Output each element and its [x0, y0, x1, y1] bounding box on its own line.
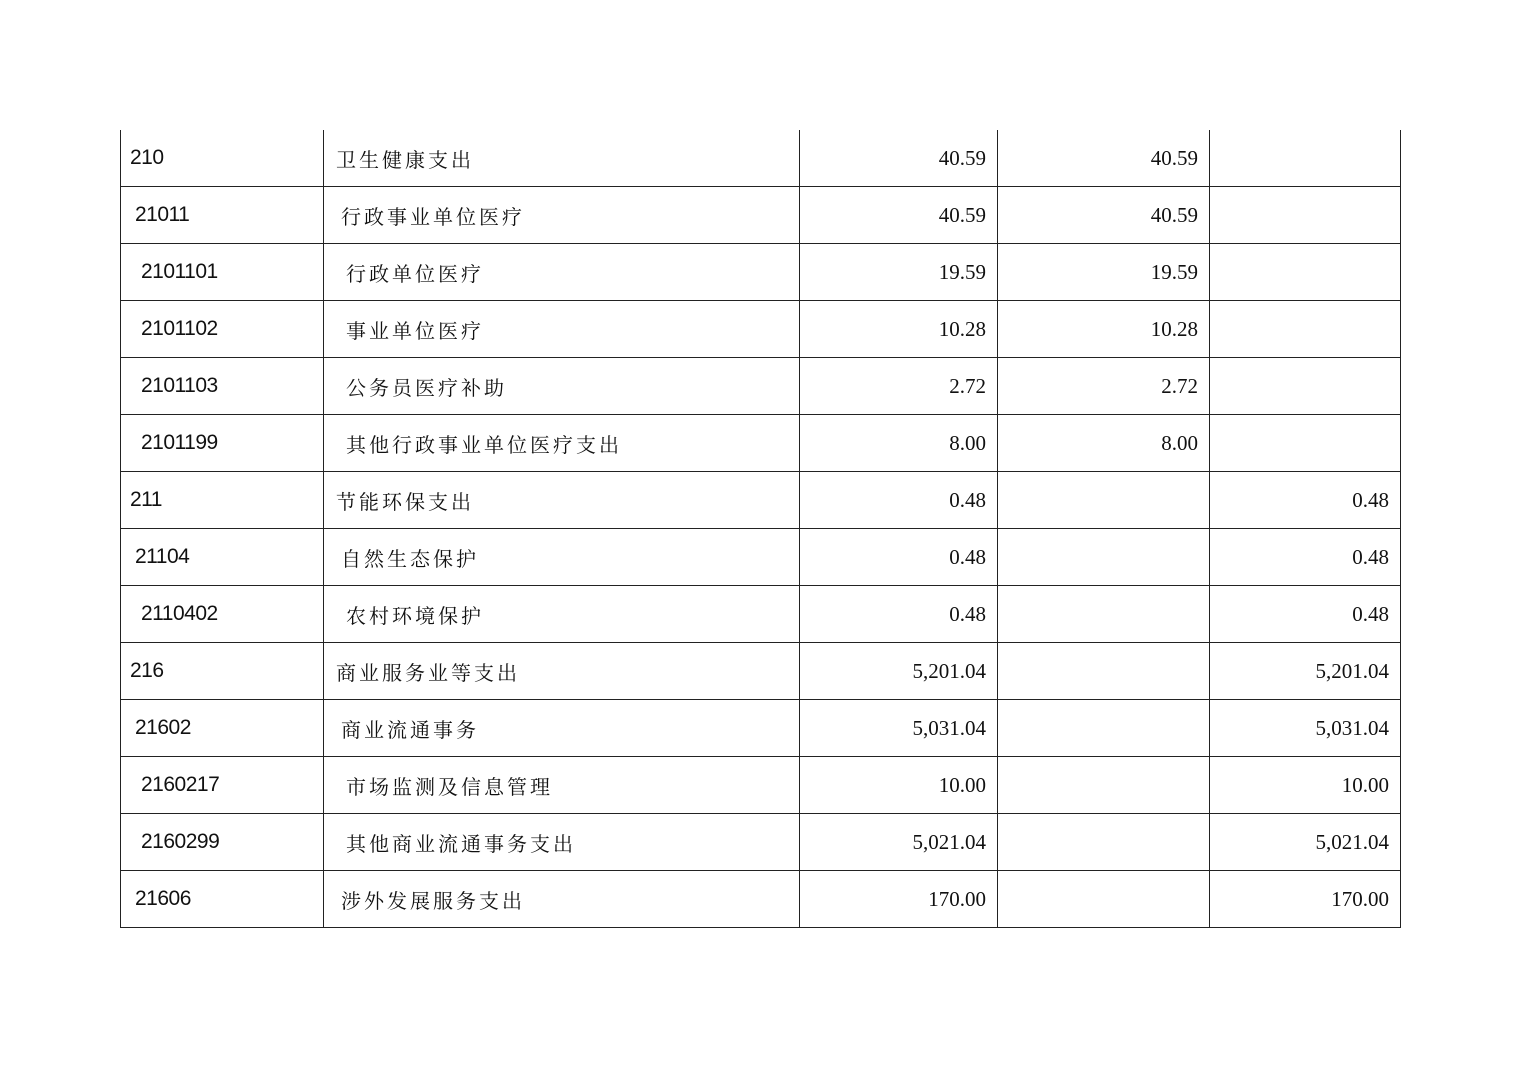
table-row [121, 358, 1401, 415]
subject-code-cell: 21602 [121, 700, 324, 757]
subject-name-cell: 行政事业单位医疗 [324, 187, 800, 244]
subject-name-cell: 商业流通事务 [324, 700, 800, 757]
subject-name-cell: 节能环保支出 [324, 472, 800, 529]
subject-code-cell: 2101102 [121, 301, 324, 358]
basic-expenditure-cell [998, 643, 1210, 700]
project-expenditure-cell [1210, 130, 1401, 187]
basic-expenditure-cell: 40.59 [998, 187, 1210, 244]
basic-expenditure-cell: 2.72 [998, 358, 1210, 415]
project-expenditure-cell [1210, 187, 1401, 244]
table-row [121, 643, 1401, 700]
subject-name-cell: 行政单位医疗 [324, 244, 800, 301]
subject-code-cell: 21606 [121, 871, 324, 928]
project-expenditure-cell: 0.48 [1210, 529, 1401, 586]
subject-name-cell: 公务员医疗补助 [324, 358, 800, 415]
basic-expenditure-cell [998, 529, 1210, 586]
table-row [121, 244, 1401, 301]
subject-name-cell: 商业服务业等支出 [324, 643, 800, 700]
subject-code-cell: 2160217 [121, 757, 324, 814]
table-row [121, 757, 1401, 814]
project-expenditure-cell: 5,031.04 [1210, 700, 1401, 757]
project-expenditure-cell: 0.48 [1210, 472, 1401, 529]
table-row [121, 700, 1401, 757]
basic-expenditure-cell [998, 814, 1210, 871]
subject-code-cell: 21011 [121, 187, 324, 244]
total-cell: 5,201.04 [800, 643, 998, 700]
table-row [121, 871, 1401, 928]
total-cell: 40.59 [800, 187, 998, 244]
basic-expenditure-cell [998, 472, 1210, 529]
project-expenditure-cell [1210, 301, 1401, 358]
project-expenditure-cell: 5,021.04 [1210, 814, 1401, 871]
total-cell: 10.00 [800, 757, 998, 814]
basic-expenditure-cell [998, 871, 1210, 928]
subject-name-cell: 农村环境保护 [324, 586, 800, 643]
table-row [121, 187, 1401, 244]
project-expenditure-cell [1210, 358, 1401, 415]
subject-code-cell: 2110402 [121, 586, 324, 643]
total-cell: 10.28 [800, 301, 998, 358]
subject-name-cell: 其他行政事业单位医疗支出 [324, 415, 800, 472]
table-row [121, 130, 1401, 187]
project-expenditure-cell [1210, 415, 1401, 472]
subject-code-cell: 216 [121, 643, 324, 700]
expenditure-table [120, 130, 1401, 928]
total-cell: 8.00 [800, 415, 998, 472]
subject-code-cell: 211 [121, 472, 324, 529]
basic-expenditure-cell [998, 586, 1210, 643]
subject-name-cell: 卫生健康支出 [324, 130, 800, 187]
project-expenditure-cell: 5,201.04 [1210, 643, 1401, 700]
project-expenditure-cell: 0.48 [1210, 586, 1401, 643]
basic-expenditure-cell: 10.28 [998, 301, 1210, 358]
table-body [121, 130, 1401, 928]
total-cell: 5,021.04 [800, 814, 998, 871]
table-row [121, 586, 1401, 643]
total-cell: 0.48 [800, 472, 998, 529]
subject-name-cell: 事业单位医疗 [324, 301, 800, 358]
subject-code-cell: 21104 [121, 529, 324, 586]
subject-name-cell: 市场监测及信息管理 [324, 757, 800, 814]
table-row [121, 814, 1401, 871]
subject-code-cell: 2160299 [121, 814, 324, 871]
total-cell: 5,031.04 [800, 700, 998, 757]
total-cell: 2.72 [800, 358, 998, 415]
project-expenditure-cell: 10.00 [1210, 757, 1401, 814]
subject-name-cell: 其他商业流通事务支出 [324, 814, 800, 871]
basic-expenditure-cell: 8.00 [998, 415, 1210, 472]
basic-expenditure-cell [998, 700, 1210, 757]
table-row [121, 472, 1401, 529]
total-cell: 0.48 [800, 586, 998, 643]
table-row [121, 301, 1401, 358]
total-cell: 0.48 [800, 529, 998, 586]
total-cell: 19.59 [800, 244, 998, 301]
project-expenditure-cell [1210, 244, 1401, 301]
subject-code-cell: 2101101 [121, 244, 324, 301]
basic-expenditure-cell [998, 757, 1210, 814]
subject-name-cell: 涉外发展服务支出 [324, 871, 800, 928]
total-cell: 170.00 [800, 871, 998, 928]
subject-code-cell: 2101103 [121, 358, 324, 415]
total-cell: 40.59 [800, 130, 998, 187]
project-expenditure-cell: 170.00 [1210, 871, 1401, 928]
basic-expenditure-cell: 40.59 [998, 130, 1210, 187]
table-row [121, 415, 1401, 472]
table-row [121, 529, 1401, 586]
subject-name-cell: 自然生态保护 [324, 529, 800, 586]
subject-code-cell: 2101199 [121, 415, 324, 472]
subject-code-cell: 210 [121, 130, 324, 187]
basic-expenditure-cell: 19.59 [998, 244, 1210, 301]
